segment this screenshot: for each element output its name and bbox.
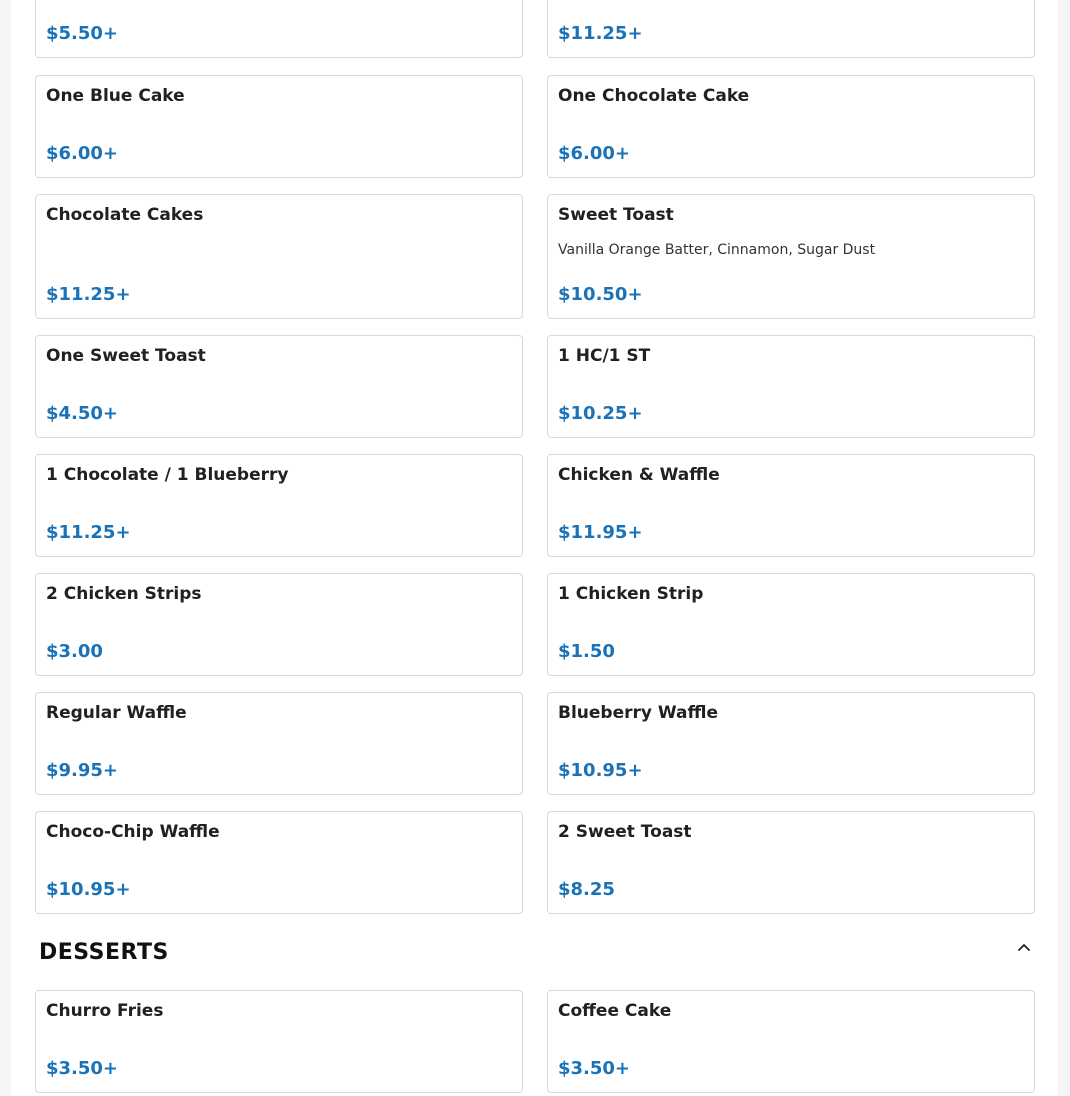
- menu-item-card[interactable]: [547, 990, 1035, 1093]
- item-price: $6.00+: [46, 143, 119, 164]
- desserts-section-header[interactable]: [35, 935, 1034, 975]
- menu-item-card[interactable]: [35, 692, 523, 795]
- item-price: $9.95+: [46, 760, 119, 781]
- item-price: $11.25+: [46, 284, 131, 305]
- menu-item-card[interactable]: [35, 0, 523, 58]
- item-name: 1 HC/1 ST: [558, 346, 651, 366]
- item-price: $10.95+: [558, 760, 643, 781]
- item-name: One Sweet Toast: [46, 346, 206, 366]
- menu-item-card[interactable]: [35, 335, 523, 438]
- menu-item-card[interactable]: [35, 194, 523, 319]
- item-name: Churro Fries: [46, 1001, 164, 1021]
- menu-item-card[interactable]: [35, 454, 523, 557]
- item-price: $10.95+: [46, 879, 131, 900]
- menu-item-card[interactable]: [35, 811, 523, 914]
- item-price: $4.50+: [46, 403, 119, 424]
- item-price: $3.50+: [558, 1058, 631, 1079]
- item-description: Vanilla Orange Batter, Cinnamon, Sugar Dust: [558, 242, 876, 258]
- menu-item-card[interactable]: [547, 75, 1035, 178]
- menu-item-card[interactable]: [547, 454, 1035, 557]
- menu-item-card[interactable]: [547, 0, 1035, 58]
- item-name: 2 Chicken Strips: [46, 584, 202, 604]
- item-price: $11.25+: [46, 522, 131, 543]
- item-price: $5.50+: [46, 23, 119, 44]
- item-price: $3.00: [46, 641, 103, 662]
- item-price: $11.25+: [558, 23, 643, 44]
- item-name: Regular Waffle: [46, 703, 187, 723]
- item-name: Chicken & Waffle: [558, 465, 720, 485]
- item-price: $6.00+: [558, 143, 631, 164]
- item-name: Coffee Cake: [558, 1001, 672, 1021]
- menu-item-card[interactable]: [547, 335, 1035, 438]
- item-price: $8.25: [558, 879, 615, 900]
- item-name: Blueberry Waffle: [558, 703, 719, 723]
- menu-item-card[interactable]: [547, 573, 1035, 676]
- item-name: 1 Chocolate / 1 Blueberry: [46, 465, 289, 485]
- menu-item-card[interactable]: [547, 692, 1035, 795]
- item-name: Sweet Toast: [558, 205, 674, 225]
- item-price: $3.50+: [46, 1058, 119, 1079]
- item-name: 2 Sweet Toast: [558, 822, 692, 842]
- item-price: $11.95+: [558, 522, 643, 543]
- item-name: One Blue Cake: [46, 86, 185, 106]
- section-title: DESSERTS: [39, 940, 169, 965]
- item-price: $1.50: [558, 641, 615, 662]
- item-name: Chocolate Cakes: [46, 205, 204, 225]
- item-price: $10.25+: [558, 403, 643, 424]
- menu-item-card[interactable]: [547, 194, 1035, 319]
- menu-item-card[interactable]: [35, 990, 523, 1093]
- item-price: $10.50+: [558, 284, 643, 305]
- menu-item-card[interactable]: [35, 75, 523, 178]
- item-name: 1 Chicken Strip: [558, 584, 704, 604]
- item-name: One Chocolate Cake: [558, 86, 750, 106]
- chevron-up-icon[interactable]: [1016, 939, 1032, 955]
- menu-item-card[interactable]: [35, 573, 523, 676]
- item-name: Choco-Chip Waffle: [46, 822, 220, 842]
- menu-item-card[interactable]: [547, 811, 1035, 914]
